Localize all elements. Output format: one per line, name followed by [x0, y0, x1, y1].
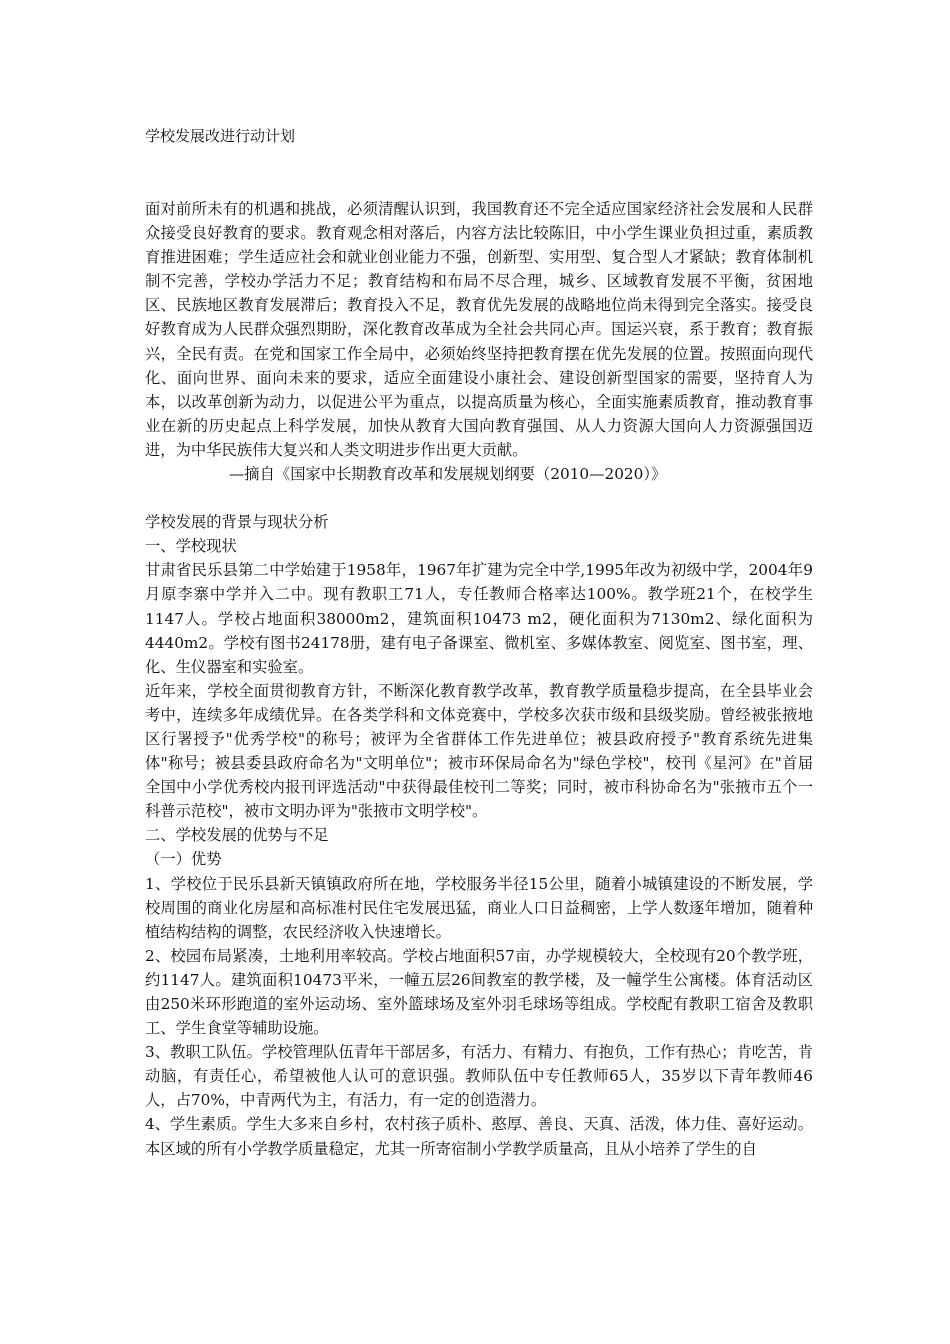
section-heading: 学校发展的背景与现状分析 [145, 513, 329, 532]
blank-line [145, 486, 813, 510]
advantage-item: 2、校园布局紧凑，土地利用率较高。学校占地面积57亩，办学规模较大，全校现有20个教学班，约1147人。建筑面积10473平米，一幢五层26间教室的教学楼，及一幢学生公寓楼。体育活动区由250米环形跑道的室外运动场、室外篮球场及室外羽毛球场等组成。学校配有教职工宿舍及教职工、学生食堂等辅助设施。 [145, 946, 813, 1038]
part2-subheading-advantages: （一）优势 [145, 850, 222, 869]
advantage-item: 1、学校位于民乐县新天镇镇政府所在地，学校服务半径15公里，随着小城镇建设的不断发展，学校周围的商业化房屋和高标准村民住宅发展迅猛，商业人口日益稠密，上学人数逐年增加，随着种植结构结构的调整，农民经济收入快速增长。 [145, 874, 813, 941]
part1-paragraph-1: 甘肃省民乐县第二中学始建于1958年，1967年扩建为完全中学,1995年改为初级中学，2004年9月原李寨中学并入二中。现有教职工71人，专任教师合格率达100%。教学班21个，在校学生1147人。学校占地面积38000m2，建筑面积10473 m2，硬化面积为7130m2、绿化面积为4440m2。学校有图书24178册，建有电子备课室、微机室、多媒体教室、阅览室、图书室，理、化、生仪器室和实验室。 [145, 561, 813, 676]
part2-heading: 二、学校发展的优势与不足 [145, 826, 329, 845]
advantage-item: 3、教职工队伍。学校管理队伍青年干部居多，有活力、有精力、有抱负，工作有热心；肯吃苦，肯动脑，有责任心，希望被他人认可的意识强。教师队伍中专任教师65人，35岁以下青年教师46人，占70%，中青两代为主，有活力，有一定的创造潜力。 [145, 1043, 813, 1110]
part1-heading: 一、学校现状 [145, 537, 237, 556]
advantage-item: 4、学生素质。学生大多来自乡村，农村孩子质朴、憨厚、善良、天真、活泼，体力佳、喜好运动。本区域的所有小学教学质量稳定，尤其一所寄宿制小学教学质量高，且从小培养了学生的自 [145, 1115, 813, 1158]
citation-line: —摘自《国家中长期教育改革和发展规划纲要（2010—2020）》 [229, 465, 667, 484]
intro-paragraph: 面对前所未有的机遇和挑战，必须清醒认识到，我国教育还不完全适应国家经济社会发展和人民群众接受良好教育的要求。教育观念相对落后，内容方法比较陈旧，中小学生课业负担过重，素质教育推进困难；学生适应社会和就业创业能力不强，创新型、实用型、复合型人才紧缺；教育体制机制不完善，学校办学活力不足；教育结构和布局不尽合理，城乡、区域教育发展不平衡，贫困地区、民族地区教育发展滞后；教育投入不足，教育优先发展的战略地位尚未得到完全落实。接受良好教育成为人民群众强烈期盼，深化教育改革成为全社会共同心声。国运兴衰，系于教育；教育振兴，全民有责。在党和国家工作全局中，必须始终坚持把教育摆在优先发展的位置。按照面向现代化、面向世界、面向未来的要求，适应全面建设小康社会、建设创新型国家的需要，坚持育人为本，以改革创新为动力，以促进公平为重点，以提高质量为核心，全面实施素质教育，推动教育事业在新的历史起点上科学发展，加快从教育大国向教育强国、从人力资源大国向人力资源强国迈进，为中华民族伟大复兴和人类文明进步作出更大贡献。 [145, 200, 813, 459]
document-title: 学校发展改进行动计划 [145, 127, 296, 145]
part1-paragraph-2: 近年来，学校全面贯彻教育方针，不断深化教育教学改革，教育教学质量稳步提高，在全县毕业会考中，连续多年成绩优异。在各类学科和文体竞赛中，学校多次获市级和县级奖励。曾经被张掖地区行署授予"优秀学校"的称号；被评为全省群体工作先进单位；被县政府授予"教育系统先进集体"称号；被县委县政府命名为"文明单位"；被市环保局命名为"绿色学校"，校刊《星河》在"首届全国中小学优秀校内报刊评选活动"中获得最佳校刊二等奖；同时，被市科协命名为"张掖市五个一科普示范校"，被市文明办评为"张掖市文明学校"。 [145, 681, 813, 821]
document-body [145, 197, 813, 1161]
